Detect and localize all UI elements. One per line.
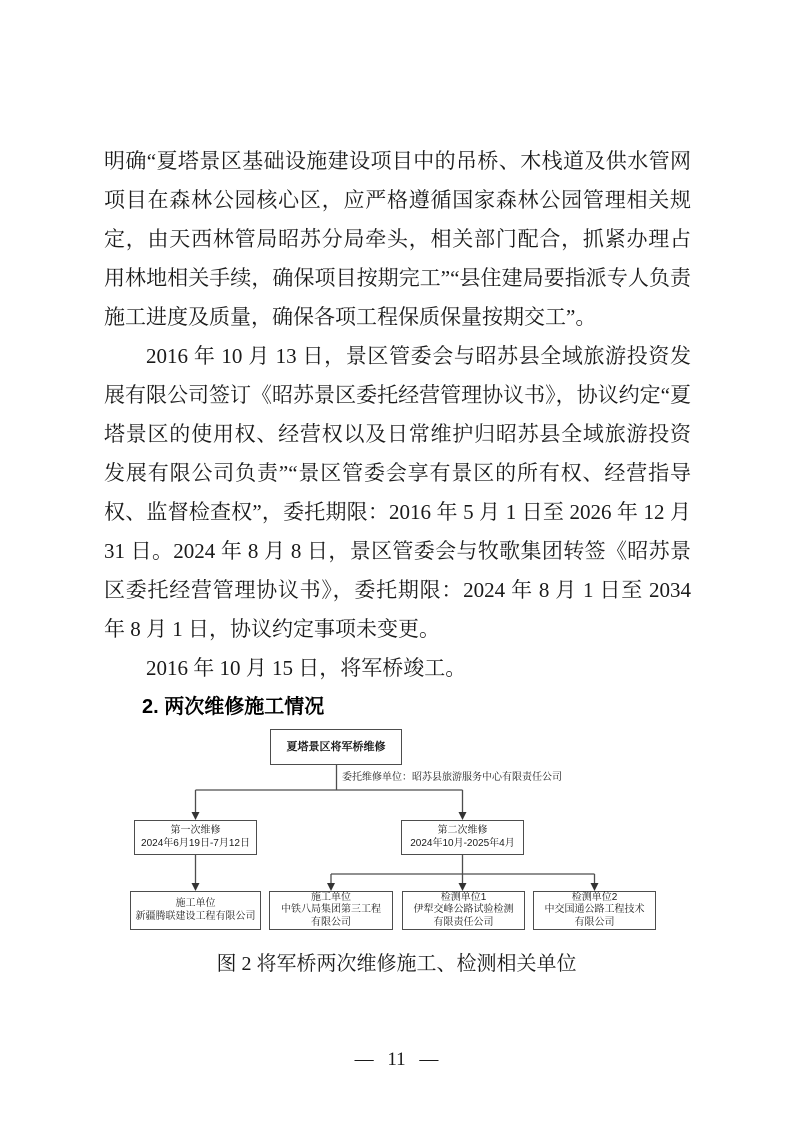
chart-node-company: 中交国通公路工程技术 [544, 904, 645, 916]
chart-node-title: 第一次维修 [170, 825, 221, 836]
chart-node-role: 检测单位1 [440, 891, 487, 903]
chart-node-period: 2024年10月-2025年4月 [410, 837, 515, 849]
paragraph-2: 2016 年 10 月 13 日，景区管委会与昭苏县全域旅游投资发展有限公司签订《昭苏景区委托经营管理协议书》，协议约定“夏塔景区的使用权、经营权以及日常维护归昭苏县全域旅游投资发展有限公司负责”“景区管委会享有景区的所有权、经营指导权、监督检查权”，委托期限：2016 年 5 月 1 日至 2026 年 12 月 31 日。2024 年 8 月 8 日，景区管委会与牧歌集团转签《昭苏景区委托经营管理协议书》，委托期限：2024 年 8 月 1 日至 2034 年 8 月 1 日，协议约定事项未变更。 [104, 344, 691, 641]
chart-node-role: 检测单位2 [571, 891, 618, 903]
chart-edge-label: 委托维修单位：昭苏县旅游服务中心有限责任公司 [342, 772, 562, 783]
chart-node-role: 施工单位 [175, 898, 216, 909]
chart-node-company: 伊犁交峰公路试验检测 [413, 904, 514, 916]
paragraph-1: 明确“夏塔景区基础设施建设项目中的吊桥、木栈道及供水管网项目在森林公园核心区，应严格遵循国家森林公园管理相关规定，由天西林管局昭苏分局牵头，相关部门配合，抓紧办理占用林地相关手续，确保项目按期完工”“县住建局要指派专人负责施工进度及质量，确保各项工程保质保量按期交工”。 [104, 149, 691, 329]
chart-node-first-repair [134, 820, 257, 855]
chart-node-company: 有限公司 [311, 916, 351, 928]
chart-node-company: 有限公司 [574, 916, 615, 928]
paragraph-3: 2016 年 10 月 15 日，将军桥竣工。 [146, 656, 467, 680]
chart-node-root [270, 729, 402, 765]
chart-node-period: 2024年6月19日-7月12日 [141, 837, 250, 849]
chart-node-company: 新疆腾联建设工程有限公司 [135, 910, 256, 922]
chart-node-unit-3 [402, 891, 525, 930]
figure-caption: 图 2 将军桥两次维修施工、检测相关单位 [216, 953, 577, 975]
section-heading: 2. 两次维修施工情况 [142, 696, 325, 718]
page-number: — 11 — [354, 1049, 439, 1070]
chart-node-company: 中铁八局集团第三工程 [281, 904, 381, 916]
chart-node-title: 第二次维修 [437, 825, 488, 836]
chart-node-root-label: 夏塔景区将军桥维修 [286, 741, 386, 753]
org-chart [0, 725, 793, 937]
chart-node-unit-2 [269, 891, 393, 930]
chart-node-company: 有限责任公司 [433, 916, 494, 928]
chart-node-unit-1 [130, 891, 261, 930]
body-text [104, 142, 691, 727]
chart-node-role: 施工单位 [311, 891, 351, 903]
chart-node-unit-4 [533, 891, 656, 930]
chart-node-second-repair [401, 820, 524, 855]
